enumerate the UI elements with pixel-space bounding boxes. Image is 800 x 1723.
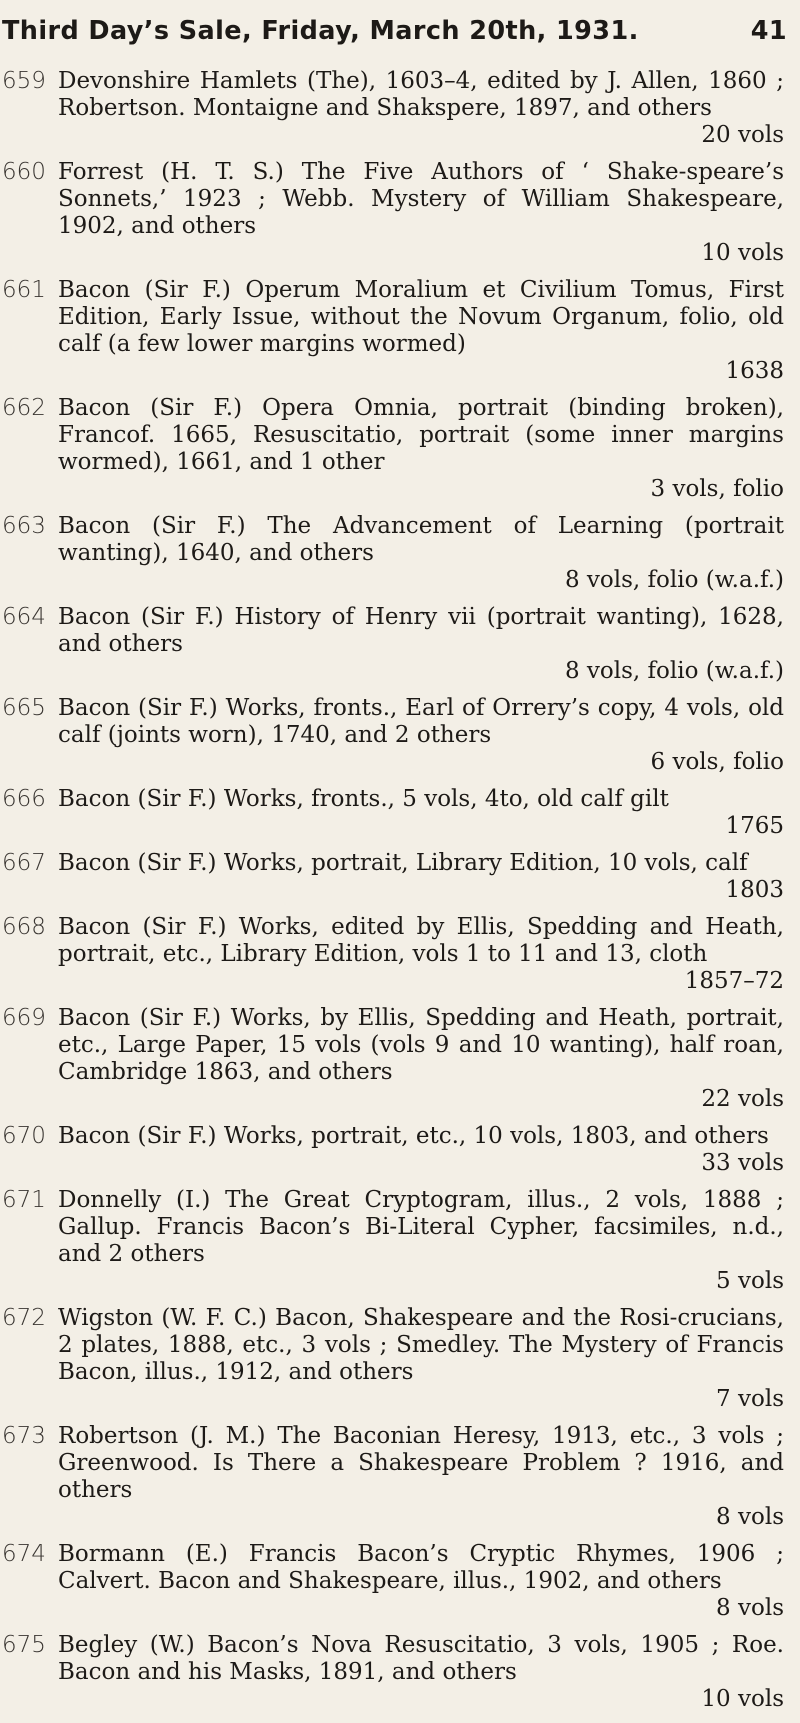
lot-entry	[0, 159, 800, 267]
lot-entry	[0, 68, 800, 149]
lot-entry	[0, 914, 800, 995]
lot-description	[58, 1632, 784, 1713]
lot-entry	[0, 1187, 800, 1295]
lot-text: Bacon (Sir F.) Works, by Ellis, Spedding and Heath, portrait, etc., Large Paper, 15 vols (vols 9 and 10 wanting), half roan, Cambridge 1863, and others	[58, 1005, 784, 1085]
lot-text: Forrest (H. T. S.) The Five Authors of ‘ Shake-speare’s Sonnets,’ 1923 ; Webb. Mystery of William Shakespeare, 1902, and others	[58, 159, 784, 239]
lot-volumes: 1857–72	[684, 968, 784, 994]
lot-text: Bacon (Sir F.) Opera Omnia, portrait (binding broken), Francof. 1665, Resuscitatio, portrait (some inner margins wormed), 1661, and 1 other	[58, 395, 784, 475]
lot-number: 673	[2, 1423, 46, 1449]
lot-entry	[0, 1005, 800, 1113]
lot-entry	[0, 850, 800, 904]
lot-description	[58, 914, 784, 995]
lot-entry	[0, 1123, 800, 1177]
lot-text: Robertson (J. M.) The Baconian Heresy, 1913, etc., 3 vols ; Greenwood. Is There a Shakespeare Problem ? 1916, and others	[58, 1423, 784, 1503]
lot-description	[58, 159, 784, 267]
lot-text: Bacon (Sir F.) Works, fronts., Earl of Orrery’s copy, 4 vols, old calf (joints worn), 1740, and 2 others	[58, 695, 784, 748]
lot-entry	[0, 1305, 800, 1413]
lot-text: Bacon (Sir F.) Operum Moralium et Civilium Tomus, First Edition, Early Issue, without the Novum Organum, folio, old calf (a few lower margins wormed)	[58, 277, 784, 357]
lot-number: 666	[2, 786, 46, 812]
lot-description	[58, 1123, 784, 1177]
lot-volumes: 8 vols, folio (w.a.f.)	[564, 567, 784, 593]
lot-text: Bacon (Sir F.) Works, portrait, Library Edition, 10 vols, calf	[58, 850, 748, 876]
lot-entry	[0, 513, 800, 594]
lot-volumes: 5 vols	[716, 1268, 784, 1294]
lot-description	[58, 1541, 784, 1622]
lot-number: 670	[2, 1123, 46, 1149]
lot-text: Wigston (W. F. C.) Bacon, Shakespeare and the Rosi-crucians, 2 plates, 1888, etc., 3 vols ; Smedley. The Mystery of Francis Bacon, illus., 1912, and others	[58, 1305, 784, 1385]
lot-description	[58, 277, 784, 385]
lot-volumes: 8 vols, folio (w.a.f.)	[564, 658, 784, 684]
lot-text: Bormann (E.) Francis Bacon’s Cryptic Rhymes, 1906 ; Calvert. Bacon and Shakespeare, illus., 1902, and others	[58, 1541, 784, 1594]
lot-description	[58, 786, 784, 840]
lot-text: Bacon (Sir F.) Works, fronts., 5 vols, 4to, old calf gilt	[58, 786, 669, 812]
lot-description	[58, 1005, 784, 1113]
lot-description	[58, 1305, 784, 1413]
lot-volumes: 8 vols	[716, 1595, 784, 1621]
lot-volumes: 7 vols	[716, 1386, 784, 1412]
lot-number: 664	[2, 604, 46, 630]
lot-number: 669	[2, 1005, 46, 1031]
lot-text: Begley (W.) Bacon’s Nova Resuscitatio, 3 vols, 1905 ; Roe. Bacon and his Masks, 1891, and others	[58, 1632, 784, 1685]
lot-text: Donnelly (I.) The Great Cryptogram, illus., 2 vols, 1888 ; Gallup. Francis Bacon’s Bi-Literal Cypher, facsimiles, n.d., and 2 others	[58, 1187, 784, 1267]
lot-text: Bacon (Sir F.) History of Henry vii (portrait wanting), 1628, and others	[58, 604, 784, 657]
lot-number: 659	[2, 68, 46, 94]
lot-entry	[0, 1541, 800, 1622]
lot-number: 675	[2, 1632, 46, 1658]
lot-number: 661	[2, 277, 46, 303]
lot-volumes: 10 vols	[701, 1686, 784, 1712]
lot-number: 672	[2, 1305, 46, 1331]
lot-volumes: 3 vols, folio	[650, 476, 784, 502]
lot-text: Bacon (Sir F.) Works, edited by Ellis, Spedding and Heath, portrait, etc., Library Edition, vols 1 to 11 and 13, cloth	[58, 914, 784, 967]
lot-description	[58, 395, 784, 503]
lot-number: 668	[2, 914, 46, 940]
lot-number: 674	[2, 1541, 46, 1567]
lot-volumes: 22 vols	[701, 1086, 784, 1112]
lot-volumes: 6 vols, folio	[650, 749, 784, 775]
lot-volumes: 1638	[725, 358, 784, 384]
lot-entry	[0, 786, 800, 840]
lot-number: 662	[2, 395, 46, 421]
lot-description	[58, 850, 784, 904]
lot-description	[58, 604, 784, 685]
page-number: 41	[750, 16, 787, 46]
lot-number: 667	[2, 850, 46, 876]
lot-description	[58, 1423, 784, 1531]
lot-volumes: 20 vols	[701, 122, 784, 148]
lot-number: 665	[2, 695, 46, 721]
lot-description	[58, 513, 784, 594]
lot-volumes: 8 vols	[716, 1504, 784, 1530]
lot-volumes: 10 vols	[701, 240, 784, 266]
lot-text: Devonshire Hamlets (The), 1603–4, edited by J. Allen, 1860 ; Robertson. Montaigne and Shakspere, 1897, and others	[58, 68, 784, 121]
lot-description	[58, 1187, 784, 1295]
lot-entry	[0, 395, 800, 503]
lot-entry	[0, 1423, 800, 1531]
lot-volumes: 1803	[725, 877, 784, 903]
lot-entry	[0, 1632, 800, 1713]
lot-volumes: 1765	[725, 813, 784, 839]
page-title: Third Day’s Sale, Friday, March 20th, 1931.	[2, 16, 639, 46]
lot-description	[58, 695, 784, 776]
lot-number: 660	[2, 159, 46, 185]
lot-text: Bacon (Sir F.) The Advancement of Learning (portrait wanting), 1640, and others	[58, 513, 784, 566]
lot-number: 671	[2, 1187, 46, 1213]
lot-entry	[0, 604, 800, 685]
lot-entry	[0, 277, 800, 385]
lot-description	[58, 68, 784, 149]
lot-volumes: 33 vols	[701, 1150, 784, 1176]
lot-number: 663	[2, 513, 46, 539]
lot-entry	[0, 695, 800, 776]
lot-list	[0, 68, 800, 1723]
lot-text: Bacon (Sir F.) Works, portrait, etc., 10 vols, 1803, and others	[58, 1123, 769, 1149]
